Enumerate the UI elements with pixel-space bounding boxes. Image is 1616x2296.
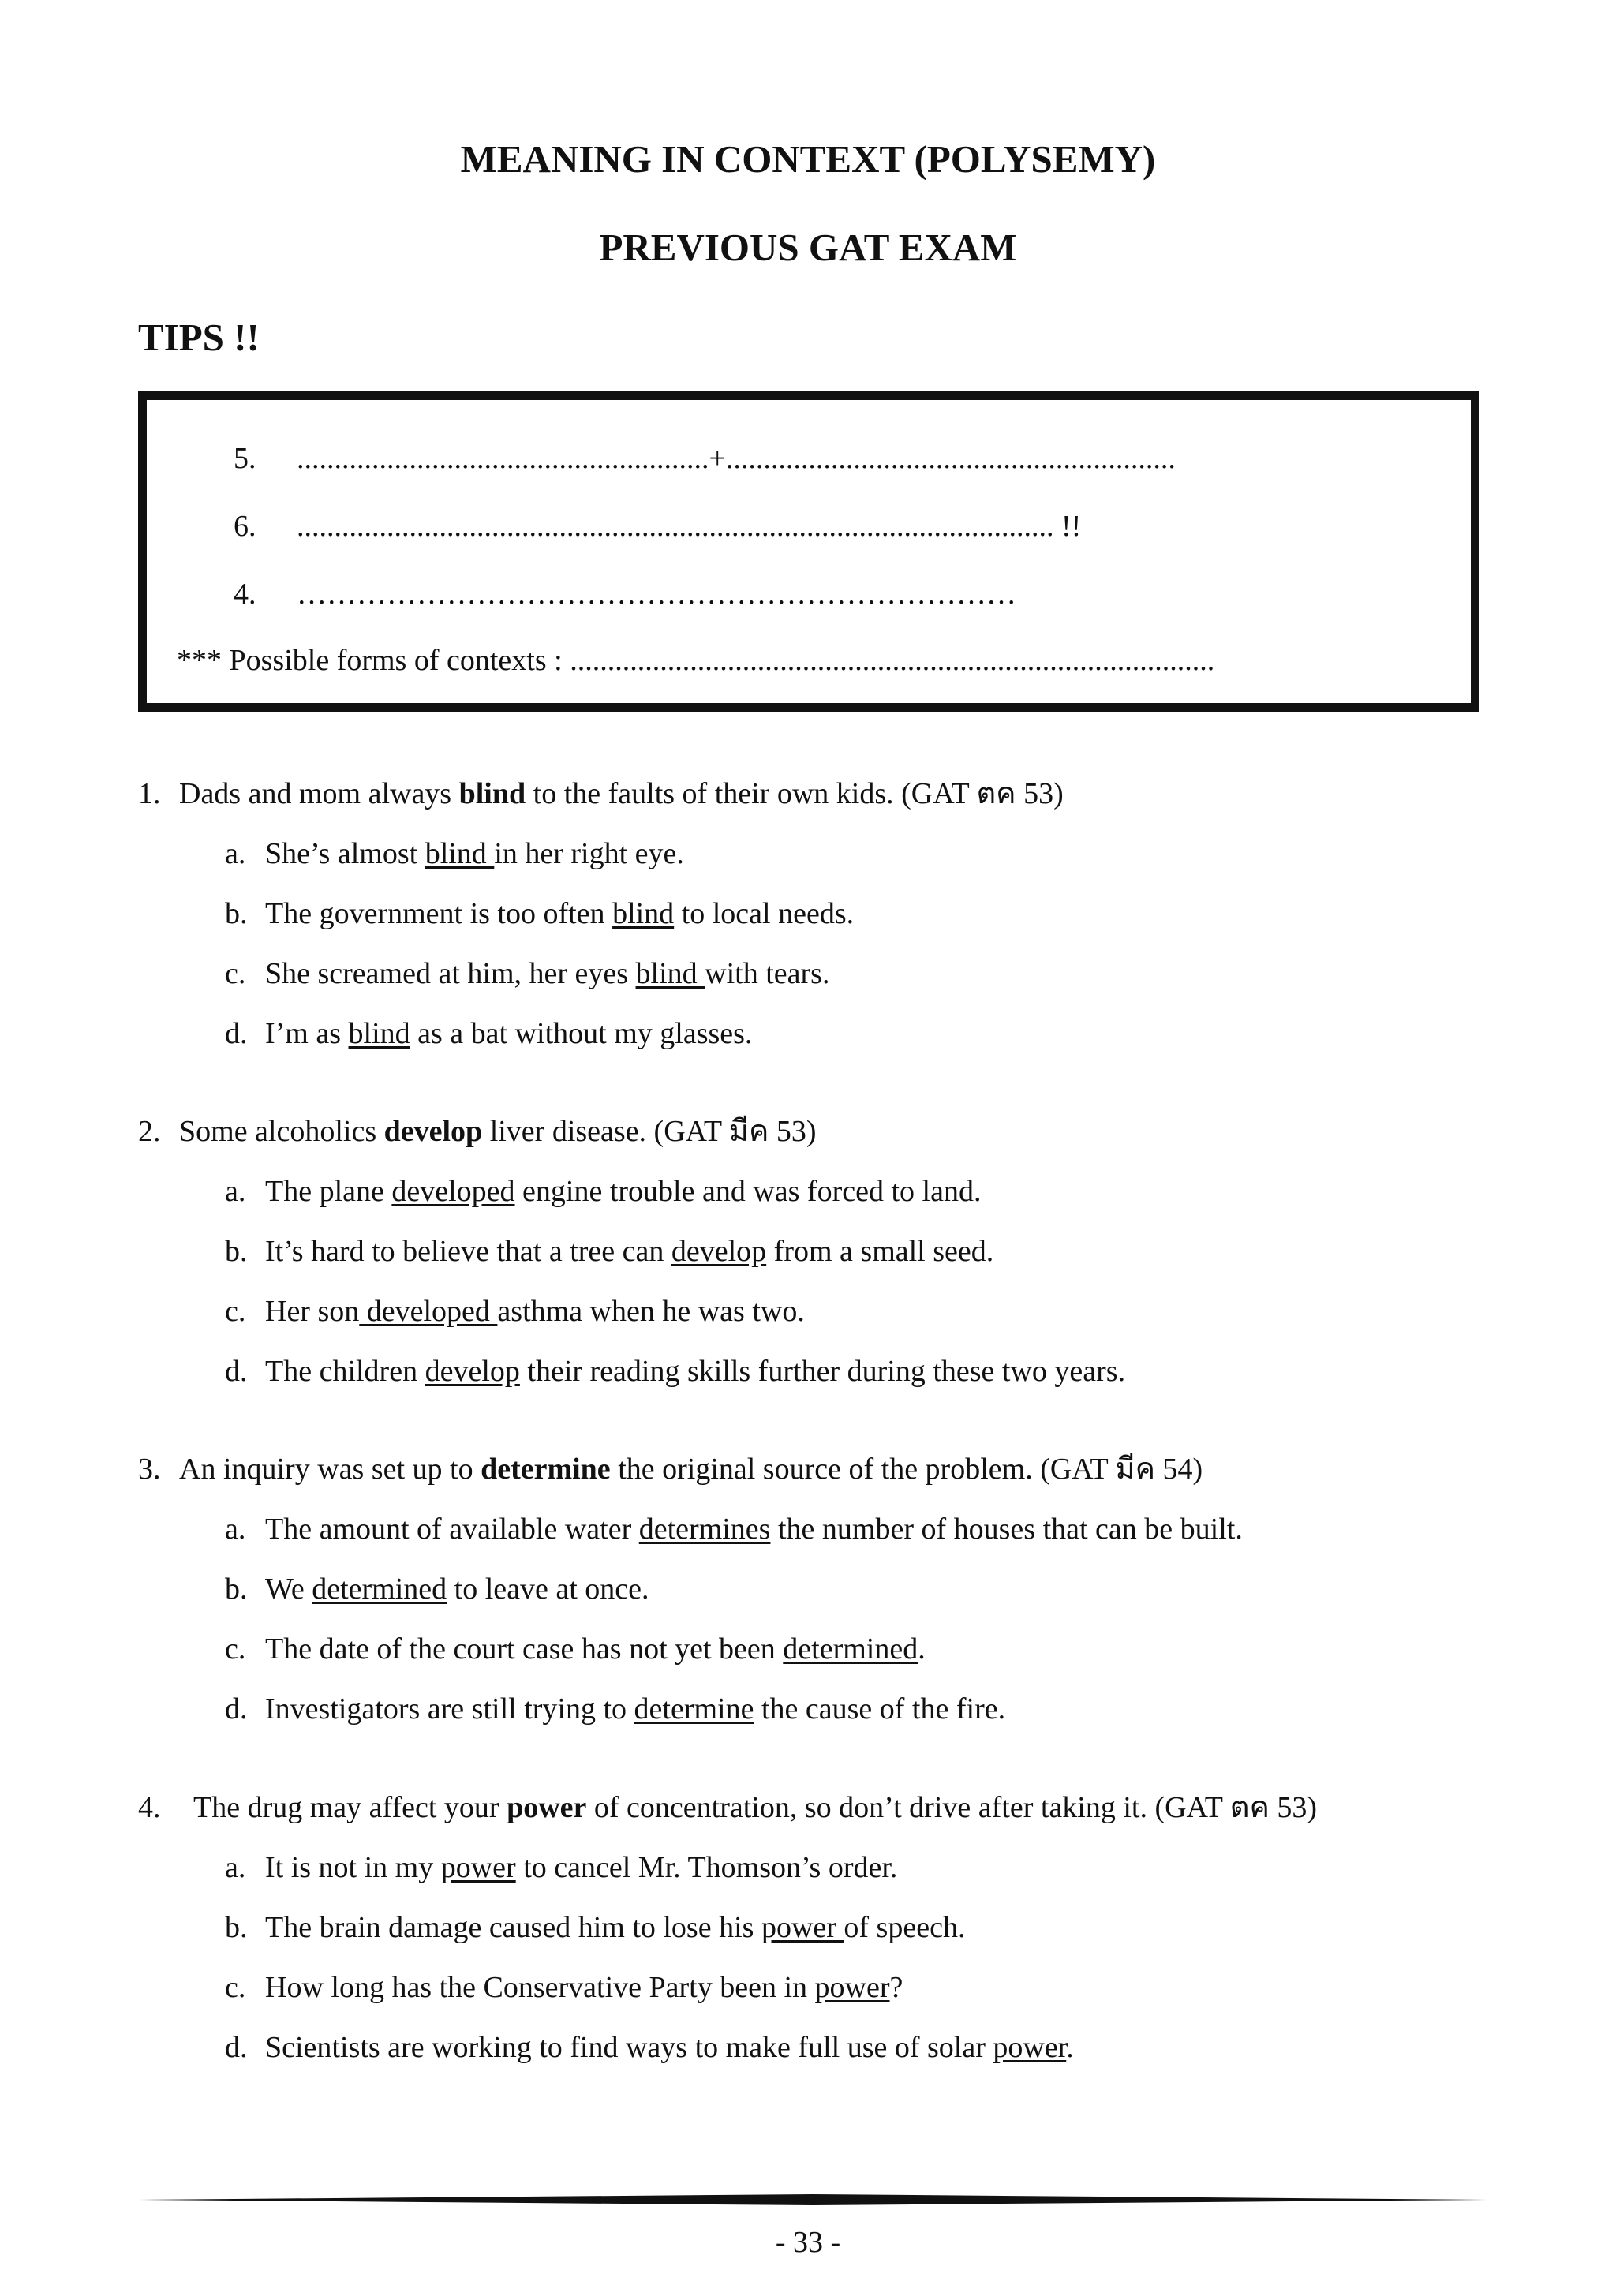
option-text-pre: Investigators are still trying to	[265, 1692, 634, 1726]
option-underlined-word: developed	[359, 1295, 498, 1328]
option-c	[138, 1281, 1519, 1341]
option-letter: c.	[225, 957, 246, 990]
option-underlined-word: determines	[638, 1513, 771, 1546]
option-underlined-word: develop	[671, 1235, 767, 1268]
page-title: MEANING IN CONTEXT (POLYSEMY)	[460, 137, 1156, 181]
tip-blank: ………………………………………………………………	[297, 578, 1016, 611]
option-a	[138, 1161, 1519, 1221]
tip-line	[234, 507, 1081, 545]
option-text-pre: Her son	[265, 1295, 360, 1328]
tip-number: 5.	[234, 442, 256, 475]
option-text-post: in her right eye.	[494, 837, 684, 870]
page-number: - 33 -	[775, 2226, 841, 2259]
option-text-pre: The plane	[265, 1175, 392, 1208]
option-underlined-word: blind	[635, 957, 705, 990]
question-stem	[138, 1439, 1519, 1499]
option-text-post: ?	[889, 1971, 903, 2004]
option-b	[138, 1898, 1519, 1958]
option-letter: b.	[225, 1572, 248, 1606]
option-underlined-word: developed	[391, 1175, 515, 1208]
option-underlined-word: determine	[634, 1692, 754, 1726]
option-text-post: their reading skills further during these two years.	[519, 1355, 1126, 1388]
tip-line	[234, 439, 1176, 477]
option-letter: c.	[225, 1295, 246, 1328]
option-underlined-word: blind	[612, 897, 675, 930]
option-text-post: from a small seed.	[766, 1235, 994, 1268]
stem-post: the original source of the problem. (GAT มีค 54)	[610, 1453, 1203, 1486]
question-stem	[138, 764, 1519, 824]
option-text-post: of speech.	[844, 1911, 966, 1944]
option-letter: b.	[225, 1911, 248, 1944]
tip-blank: ..................................................................................................... !!	[297, 510, 1082, 543]
target-word: power	[507, 1791, 587, 1824]
option-text-post: as a bat without my glasses.	[410, 1017, 753, 1050]
option-letter: d.	[225, 1692, 248, 1726]
question-number: 4.	[138, 1791, 161, 1824]
option-text-post: the cause of the fire.	[754, 1692, 1006, 1726]
option-d	[138, 1004, 1519, 1064]
stem-post: of concentration, so don’t drive after taking it. (GAT ตค 53)	[586, 1791, 1318, 1824]
option-underlined-word: develop	[425, 1355, 520, 1388]
tip-line	[234, 575, 1016, 613]
option-text-pre: It’s hard to believe that a tree can	[265, 1235, 671, 1268]
option-c	[138, 944, 1519, 1004]
option-underlined-word: power	[440, 1851, 516, 1884]
stem-pre: The drug may affect your	[193, 1791, 507, 1824]
question-3	[138, 1439, 1519, 1739]
option-letter: a.	[225, 1175, 246, 1208]
footer-rule	[138, 2192, 1487, 2208]
option-a	[138, 1838, 1519, 1898]
option-text-post: the number of houses that can be built.	[770, 1513, 1243, 1546]
option-b	[138, 1221, 1519, 1281]
option-letter: b.	[225, 1235, 248, 1268]
option-text-pre: The children	[265, 1355, 425, 1388]
question-number: 2.	[138, 1115, 161, 1148]
target-word: develop	[383, 1115, 483, 1148]
option-text-pre: She’s almost	[265, 837, 425, 870]
option-letter: c.	[225, 1971, 246, 2004]
option-underlined-word: power	[761, 1911, 844, 1944]
tips-heading: TIPS !!	[138, 316, 260, 359]
option-letter: a.	[225, 837, 246, 870]
question-number: 1.	[138, 777, 161, 810]
stem-post: liver disease. (GAT มีค 53)	[482, 1115, 817, 1148]
option-c	[138, 1619, 1519, 1679]
option-text-post: .	[1066, 2031, 1074, 2064]
question-number: 3.	[138, 1453, 161, 1486]
option-text-post: engine trouble and was forced to land.	[514, 1175, 982, 1208]
option-b	[138, 1559, 1519, 1619]
contexts-line: *** Possible forms of contexts : ......................................................................................	[177, 644, 1215, 677]
question-stem	[138, 1101, 1519, 1161]
option-text-post: asthma when he was two.	[497, 1295, 805, 1328]
tip-blank: .......................................................+............................................................	[297, 442, 1176, 475]
option-underlined-word: power	[814, 1971, 890, 2004]
option-c	[138, 1958, 1519, 2017]
option-d	[138, 2017, 1519, 2077]
target-word: blind	[458, 777, 526, 810]
tip-number: 4.	[234, 578, 256, 611]
option-underlined-word: blind	[348, 1017, 410, 1050]
option-b	[138, 884, 1519, 944]
option-a	[138, 1499, 1519, 1559]
option-underlined-word: determined	[783, 1632, 918, 1666]
option-text-post: with tears.	[705, 957, 830, 990]
option-letter: d.	[225, 1017, 248, 1050]
question-stem	[138, 1778, 1519, 1838]
option-text-pre: The government is too often	[265, 897, 613, 930]
option-underlined-word: determined	[312, 1572, 447, 1606]
option-text-post: to leave at once.	[447, 1572, 649, 1606]
option-letter: a.	[225, 1513, 246, 1546]
stem-pre: An inquiry was set up to	[179, 1453, 481, 1486]
stem-post: to the faults of their own kids. (GAT ตค 53)	[526, 777, 1064, 810]
option-text-pre: The amount of available water	[265, 1513, 639, 1546]
option-underlined-word: power	[993, 2031, 1067, 2064]
option-text-pre: How long has the Conservative Party been in	[265, 1971, 815, 2004]
option-text-pre: The brain damage caused him to lose his	[265, 1911, 761, 1944]
target-word: determine	[481, 1453, 611, 1486]
option-letter: b.	[225, 897, 248, 930]
option-text-pre: Scientists are working to find ways to make full use of solar	[265, 2031, 993, 2064]
option-text-post: to local needs.	[674, 897, 855, 930]
option-a	[138, 824, 1519, 884]
question-2	[138, 1101, 1519, 1401]
option-text-post: .	[918, 1632, 926, 1666]
question-1	[138, 764, 1519, 1064]
option-d	[138, 1341, 1519, 1401]
option-letter: d.	[225, 1355, 248, 1388]
option-text-pre: I’m as	[265, 1017, 349, 1050]
option-letter: d.	[225, 2031, 248, 2064]
tips-box	[138, 391, 1479, 712]
option-text-pre: She screamed at him, her eyes	[265, 957, 636, 990]
stem-pre: Some alcoholics	[179, 1115, 384, 1148]
option-text-pre: The date of the court case has not yet been	[265, 1632, 784, 1666]
option-text-pre: We	[265, 1572, 312, 1606]
option-letter: a.	[225, 1851, 246, 1884]
option-text-post: to cancel Mr. Thomson’s order.	[515, 1851, 898, 1884]
tip-number: 6.	[234, 510, 256, 543]
page-subtitle: PREVIOUS GAT EXAM	[599, 226, 1017, 269]
question-4	[138, 1778, 1519, 2077]
option-underlined-word: blind	[425, 837, 495, 870]
stem-pre: Dads and mom always	[179, 777, 459, 810]
option-letter: c.	[225, 1632, 246, 1666]
option-text-pre: It is not in my	[265, 1851, 441, 1884]
option-d	[138, 1679, 1519, 1739]
